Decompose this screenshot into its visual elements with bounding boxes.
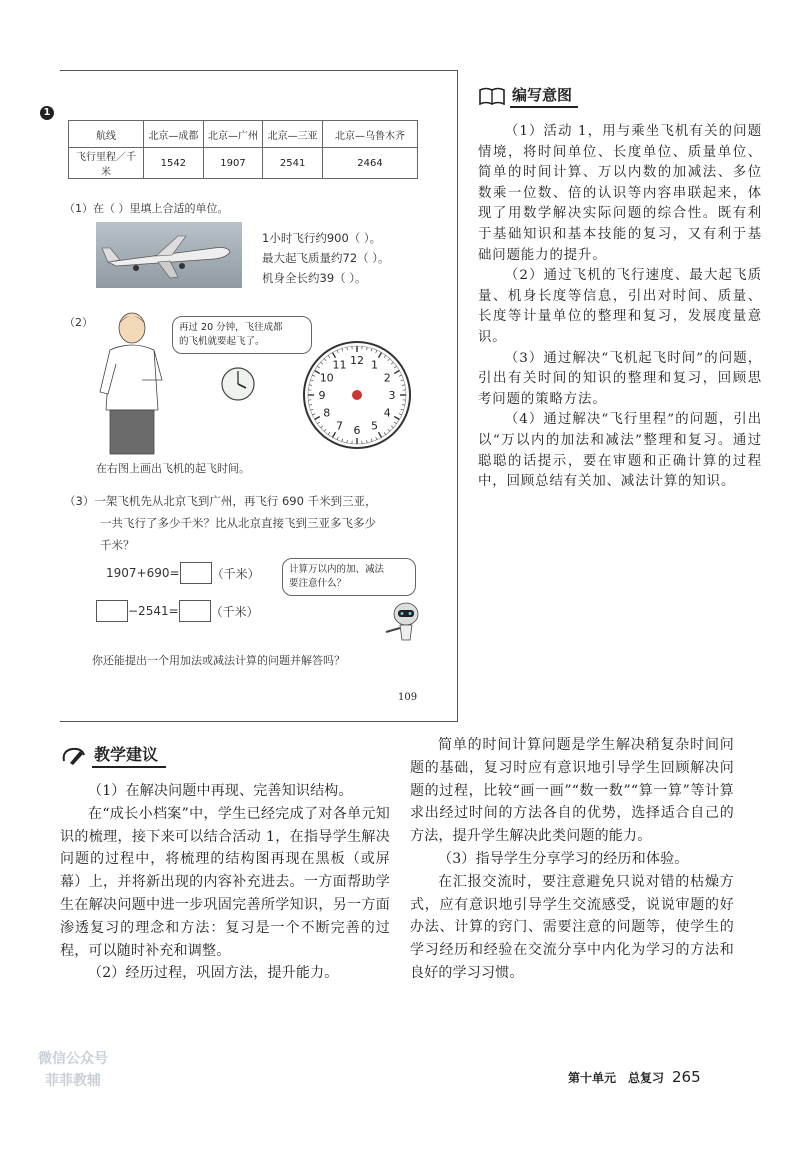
robot-illustration — [380, 598, 424, 642]
clock-numeral: 3 — [388, 389, 396, 402]
table-row — [69, 148, 418, 179]
teacher-icon — [96, 306, 168, 456]
teaching-paragraph: 在汇报交流时，要注意避免只说对错的枯燥方式，应有意识地引导学生交流感受，说说审题的好办法、计算的窍门、需要注意的问题等，使学生的学习经历和经验在交流分享中内化为学习的方法和良好的学习习惯。 — [410, 873, 734, 981]
speech-line: 再过 20 分钟，飞往成都 — [179, 322, 283, 333]
q3-line: 千米？ — [100, 538, 135, 552]
table-row-label: 飞行里程／千米 — [69, 148, 144, 179]
small-clock — [220, 366, 256, 402]
table-cell: 1907 — [203, 148, 263, 179]
airplane-icon — [96, 222, 242, 288]
q1-line: 最大起飞质量约72（ ）。 — [262, 251, 390, 265]
table-header-cell: 北京—广州 — [203, 121, 263, 148]
speech-line: 的飞机就要起飞了。 — [179, 336, 265, 347]
book-icon — [478, 86, 506, 106]
watermark-line: 微信公众号 — [38, 1051, 108, 1067]
eq1-answer-box[interactable] — [180, 562, 212, 584]
table-header-cell: 北京—乌鲁木齐 — [323, 121, 418, 148]
clock-numeral: 7 — [336, 419, 343, 433]
clock-numeral: 1 — [371, 358, 378, 372]
design-intent-paragraph: （4）通过解决“飞行里程”的问题，引出以“万以内的加法和减法”整理和复习。通过聪聪的话提示，要在审题和正确计算的过程中，回顾总结有关加、减法计算的知识。 — [478, 412, 762, 490]
speech-line: 计算万以内的加、减法 — [289, 564, 385, 575]
page-footer — [568, 1068, 701, 1086]
route-distance-table — [68, 120, 418, 179]
eq2-minus: −2541= — [128, 604, 179, 618]
table-cell: 1542 — [144, 148, 204, 179]
q3-line: 一共飞行了多少千米？比从北京直接飞到三亚多飞多少 — [100, 516, 376, 530]
table-header-cell: 北京—成都 — [144, 121, 204, 148]
teaching-paragraph: 在“成长小档案”中，学生已经完成了对各单元知识的梳理，接下来可以结合活动 1，在指导学生解决问题的过程中，将梳理的结构图再现在黑板（或屏幕）上，并将新出现的内容补充进去。一方面帮助学生在解决问题中进一步巩固完善所学知识，另一方面渗透复习的理念和方法：复习是一个不断完善的过程，可以随时补充和调整。 — [60, 805, 390, 959]
clock-numeral: 4 — [383, 406, 391, 420]
question-3-text — [64, 490, 377, 556]
design-intent-paragraph: （3）通过解决“飞机起飞时间”的问题，引出有关时间的知识的整理和复习，回顾思考问题的策略方法。 — [478, 350, 762, 407]
design-intent-body — [478, 122, 762, 493]
eq2-unit: （千米） — [210, 604, 259, 619]
table-cell: 2464 — [323, 148, 418, 179]
clock-numeral: 2 — [383, 371, 391, 385]
q3-line: （3）一架飞机先从北京飞到广州，再飞行 690 千米到三亚， — [64, 494, 377, 508]
watermark-line: 菲菲教辅 — [45, 1073, 101, 1089]
eq1-unit: （千米） — [211, 566, 260, 581]
clock-face-icon — [302, 340, 412, 450]
eq2-first-box[interactable] — [96, 600, 128, 622]
watermark — [38, 1048, 108, 1092]
q1-line: 机身全长约39（ ）。 — [262, 271, 367, 285]
question-2-label: （2） — [64, 316, 93, 329]
activity-number-badge: 1 — [40, 106, 54, 120]
teaching-paragraph: （2）经历过程，巩固方法，提升能力。 — [88, 965, 339, 982]
eq1-left: 1907+690= — [106, 566, 180, 580]
robot-icon — [380, 598, 424, 642]
eq2-answer-box[interactable] — [179, 600, 211, 622]
question-2-instruction: 在右图上画出飞机的起飞时间。 — [96, 462, 250, 475]
table-header-cell: 北京—三亚 — [263, 121, 323, 148]
design-intent-paragraph: （1）活动 1，用与乘坐飞机有关的问题情境，将时间单位、长度单位、质量单位、简单的时间计算、万以内数的加减法、多位数乘一位数、倍的认识等内容串联起来，体现了用数学解决实际问题的综合性。既有利于基础知识和基本技能的复习，又有利于基础问题能力的提升。 — [478, 124, 762, 263]
pen-icon — [60, 745, 88, 765]
teaching-right-column — [410, 734, 734, 985]
footer-page-number: 265 — [672, 1068, 701, 1086]
textbook-page-number: 109 — [398, 692, 418, 703]
teaching-title: 教学建议 — [92, 742, 166, 768]
large-clock[interactable] — [302, 340, 412, 450]
teacher-speech-bubble — [172, 316, 312, 354]
clock-numeral: 6 — [353, 424, 361, 437]
equation-1 — [106, 562, 260, 584]
clock-numeral: 11 — [332, 358, 347, 372]
clock-numeral: 9 — [318, 389, 326, 402]
teaching-header — [60, 742, 166, 768]
footer-unit: 第十单元 总复习 — [568, 1071, 665, 1085]
table-cell: 2541 — [263, 148, 323, 179]
clock-numeral: 8 — [323, 406, 331, 420]
question-extra: 你还能提出一个用加法或减法计算的问题并解答吗？ — [92, 654, 345, 667]
clock-numeral: 10 — [319, 371, 334, 385]
table-row — [69, 121, 418, 148]
clock-numeral: 12 — [350, 354, 364, 367]
design-intent-title: 编写意图 — [510, 84, 578, 108]
clock-numeral: 5 — [371, 419, 378, 433]
equation-2 — [96, 600, 259, 622]
teaching-left-column — [60, 780, 390, 985]
q1-line: 1小时飞行约900（ ）。 — [262, 231, 382, 245]
airplane-photo — [96, 222, 242, 288]
speech-line: 要注意什么？ — [289, 578, 347, 589]
teaching-paragraph: （3）指导学生分享学习的经历和体验。 — [438, 850, 689, 867]
design-intent-paragraph: （2）通过飞机的飞行速度、最大起飞质量、机身长度等信息，引出对时间、质量、长度等计量单位的整理和复习，发展度量意识。 — [478, 268, 762, 345]
robot-speech-bubble — [282, 558, 416, 596]
clock-icon — [220, 366, 256, 402]
question-1-lines — [262, 228, 390, 288]
question-1-prompt: （1）在（ ）里填上合适的单位。 — [64, 202, 229, 215]
table-header-cell: 航线 — [69, 121, 144, 148]
teaching-paragraph: （1）在解决问题中再现、完善知识结构。 — [88, 783, 353, 799]
teaching-paragraph: 简单的时间计算问题是学生解决稍复杂时间问题的基础，复习时应有意识地引导学生回顾解决问题的过程，比较“画一画”“数一数”“算一算”等计算求出经过时间的方法各自的优势，选择适合自己的方法，提升学生解决此类问题的能力。 — [410, 737, 734, 845]
teacher-illustration — [96, 306, 168, 456]
design-intent-header — [478, 84, 578, 108]
